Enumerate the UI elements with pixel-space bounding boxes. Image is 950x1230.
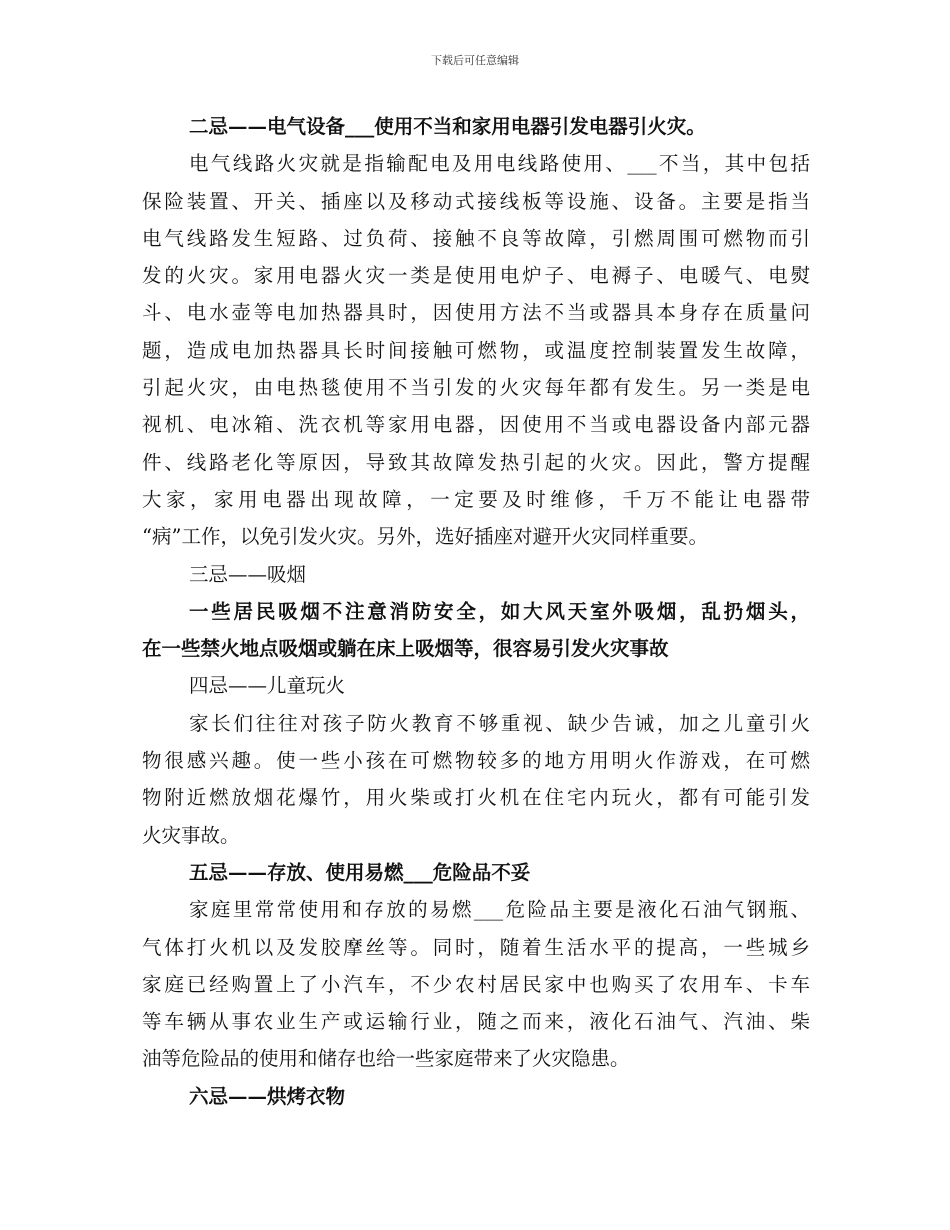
paragraph-line: 电气线路火灾就是指输配电及用电线路使用、___不当，其中包括 bbox=[189, 152, 810, 176]
heading-2: 二忌——电气设备___使用不当和家用电器引发电器引火灾。 bbox=[189, 115, 706, 138]
document-body bbox=[142, 108, 810, 1115]
paragraph-line: 等车辆从事农业生产或运输行业，随之而来，液化石油气、汽油、柴 bbox=[142, 1010, 810, 1034]
paragraph-line: 斗、电水壶等电加热器具时，因使用方法不当或器具本身存在质量问 bbox=[142, 301, 810, 325]
paragraph-line: 家庭里常常使用和存放的易燃___危险品主要是液化石油气钢瓶、 bbox=[189, 898, 810, 922]
paragraph-line: 电气线路发生短路、过负荷、接触不良等故障，引燃周围可燃物而引 bbox=[142, 226, 810, 250]
paragraph-line: 件、线路老化等原因，导致其故障发热引起的火灾。因此，警方提醒 bbox=[142, 450, 810, 474]
paragraph-line: 发的火灾。家用电器火灾一类是使用电炉子、电褥子、电暖气、电熨 bbox=[142, 264, 810, 288]
paragraph-line: “病”工作，以免引发火灾。另外，选好插座对避开火灾同样重要。 bbox=[142, 525, 708, 549]
paragraph-line: 视机、电冰箱、洗衣机等家用电器，因使用不当或电器设备内部元器 bbox=[142, 413, 810, 437]
page-header: 下载后可任意编辑 bbox=[431, 54, 519, 67]
heading-6: 六忌——烘烤衣物 bbox=[189, 1084, 346, 1108]
paragraph-line: 火灾事故。 bbox=[142, 823, 240, 847]
paragraph-line: 保险装置、开关、插座以及移动式接线板等设施、设备。主要是指当 bbox=[142, 189, 810, 213]
paragraph-line: 家长们往往对孩子防火教育不够重视、缺少告诫，加之儿童引火 bbox=[189, 711, 810, 735]
paragraph-line: 物附近燃放烟花爆竹，用火柴或打火机在住宅内玩火，都有可能引发 bbox=[142, 786, 810, 810]
paragraph-line: 物很感兴趣。使一些小孩在可燃物较多的地方用明火作游戏，在可燃 bbox=[142, 749, 810, 773]
paragraph-line: 油等危险品的使用和储存也给一些家庭带来了火灾隐患。 bbox=[142, 1047, 630, 1071]
paragraph-line: 大家，家用电器出现故障，一定要及时维修，千万不能让电器带 bbox=[142, 487, 810, 511]
heading-3: 三忌——吸烟 bbox=[189, 562, 307, 586]
paragraph-line: 气体打火机以及发胶摩丝等。同时，随着生活水平的提高，一些城乡 bbox=[142, 935, 810, 959]
paragraph-line: 题，造成电加热器具长时间接触可燃物，或温度控制装置发生故障， bbox=[142, 338, 810, 362]
heading-5: 五忌——存放、使用易燃___危险品不妥 bbox=[189, 860, 531, 884]
paragraph-line: 一些居民吸烟不注意消防安全，如大风天室外吸烟，乱扔烟头， bbox=[189, 599, 810, 623]
paragraph-line: 引起火灾，由电热毯使用不当引发的火灾每年都有发生。另一类是电 bbox=[142, 376, 810, 400]
paragraph-line: 在一些禁火地点吸烟或躺在床上吸烟等，很容易引发火灾事故 bbox=[142, 637, 669, 661]
heading-4: 四忌——儿童玩火 bbox=[189, 674, 346, 698]
paragraph-line: 家庭已经购置上了小汽车，不少农村居民家中也购买了农用车、卡车 bbox=[142, 972, 810, 996]
